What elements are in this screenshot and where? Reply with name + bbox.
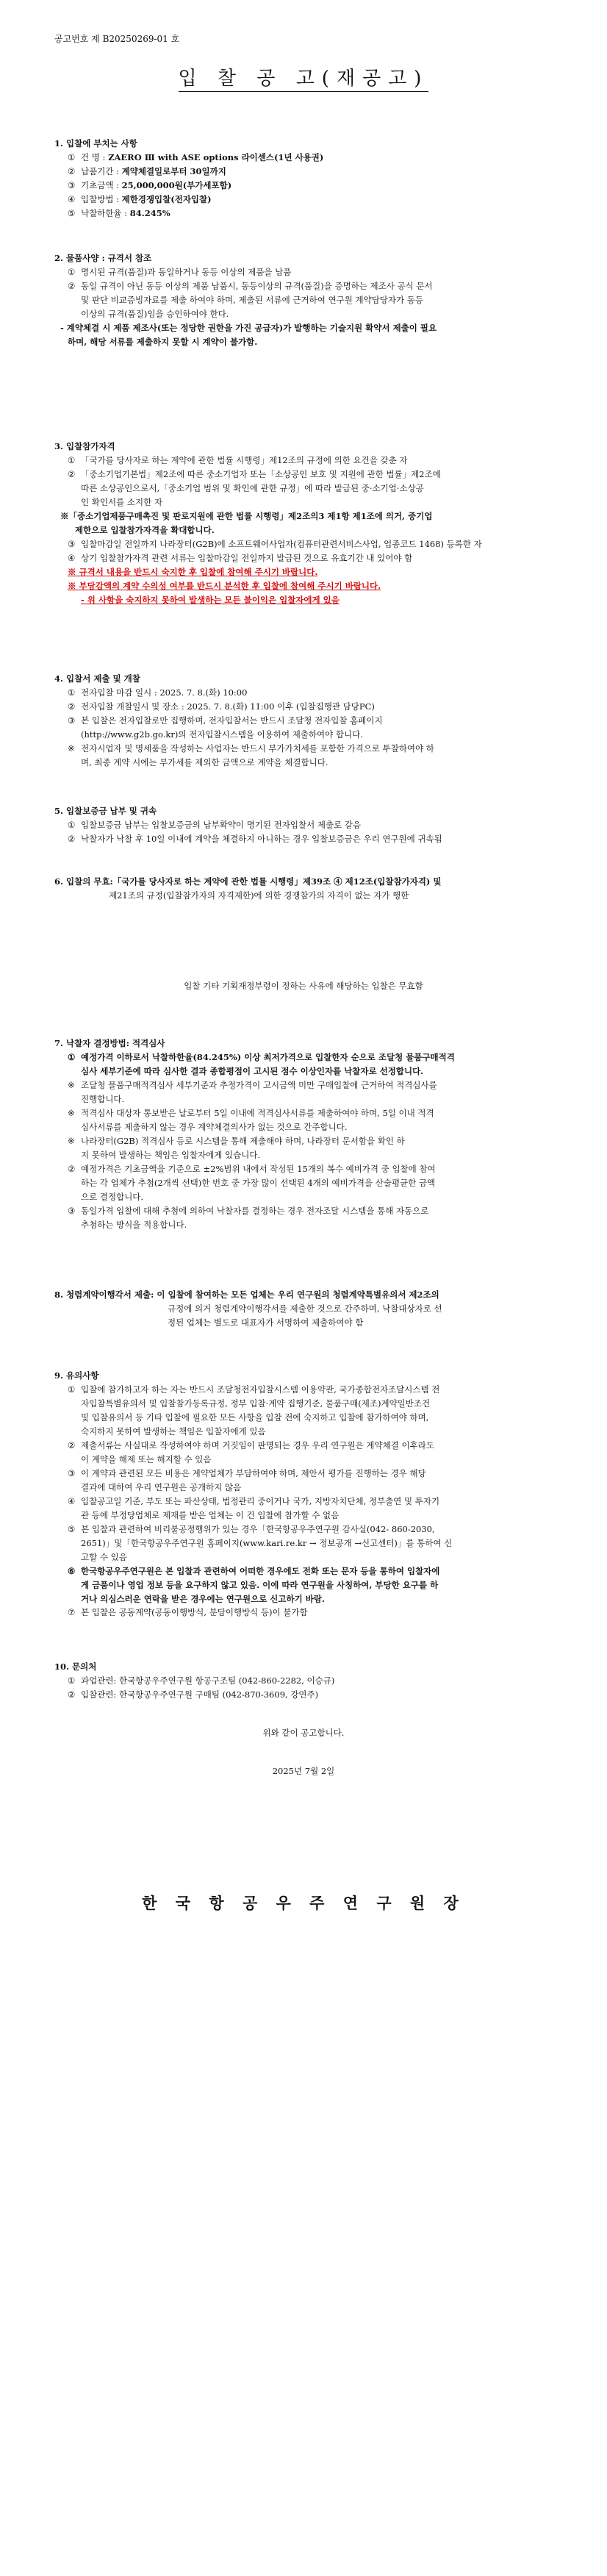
- item-value: 25,000,000원(부가세포함): [121, 179, 232, 190]
- list-item: [54, 495, 569, 509]
- item-text: 따른 소상공인으로서,「중소기업 범위 및 확인에 관한 규정」에 따라 발급된 중·소기업·소상공: [81, 482, 424, 493]
- list-item: [54, 165, 569, 179]
- item-text: 진행합니다.: [81, 1093, 125, 1104]
- item-marker: ③: [68, 538, 76, 549]
- item-text: 입찰마감일 전일까지 나라장터(G2B)에 소프트웨어사업자(컴퓨터관련서비스사업, 업종코드 1468) 등록한 자: [81, 538, 482, 549]
- precautions-list: [54, 1383, 569, 1620]
- item-marker: ②: [68, 701, 76, 712]
- section-heading: 10. 문의처: [54, 1661, 97, 1672]
- item-marker: ③: [68, 1467, 76, 1478]
- item-text: 과업관련: 한국항공우주연구원 항공구조팀 (042-860-2282, 이승규): [81, 1675, 335, 1686]
- eligibility-note: ※「중소기업제품구매촉진 및 판로지원에 관한 법률 시행령」제2조의3 제1항 제1조에 의거, 중기업: [60, 510, 433, 521]
- title-text: 입 찰 공 고(재공고): [179, 68, 429, 92]
- list-item: [54, 1397, 569, 1411]
- item-text: 고할 수 있음: [81, 1551, 127, 1562]
- item-text: 추첨하는 방식을 적용합니다.: [81, 1219, 187, 1230]
- list-item: [54, 1204, 569, 1218]
- item-text: 이상의 규격(품질)임을 승인하여야 한다.: [81, 308, 229, 319]
- list-item: [54, 1148, 569, 1162]
- item-marker: ②: [68, 468, 76, 479]
- section-heading: 3. 입찰참가자격: [54, 441, 115, 451]
- item-text: 한국항공우주연구원은 본 입찰과 관련하여 어떠한 경우에도 전화 또는 문자 등을 통하여 입찰자에: [81, 1565, 440, 1576]
- item-text: 명시된 규격(품질)과 동일하거나 동등 이상의 제품을 납품: [81, 266, 292, 277]
- item-text: 동일 규격이 아닌 동등 이상의 제품 납품시, 동등이상의 규격(품질)을 증명하는 제조사 공식 문서: [81, 280, 433, 291]
- item-marker: ①: [68, 687, 76, 698]
- notice-number: 공고번호 제 B20250269-01 호: [54, 34, 180, 44]
- item-marker: ※: [68, 1079, 75, 1090]
- list-item: [54, 1495, 569, 1509]
- item-marker: ※: [68, 1107, 75, 1118]
- list-item: [54, 1592, 569, 1606]
- warning-text: ※ 부당감액의 계약 수의성 여부를 반드시 분석한 후 입찰에 참여해 주시기 바랍니다.: [68, 580, 381, 591]
- warning-text: ※ 규격서 내용을 반드시 숙지한 후 입찰에 참여해 주시기 바랍니다.: [68, 566, 318, 577]
- item-text: 예정가격은 기초금액을 기준으로 ±2%범위 내에서 작성된 15개의 복수 예비가격 중 입찰에 참여: [81, 1163, 436, 1174]
- list-item: [54, 818, 569, 832]
- section-eligibility: [54, 440, 569, 607]
- list-item: [54, 468, 569, 482]
- list-item: [54, 1536, 569, 1550]
- item-marker: ③: [68, 179, 76, 190]
- award-method-list: [54, 1051, 569, 1232]
- item-text: 숙지하지 못하여 발생하는 책임은 입찰자에게 있음: [81, 1425, 266, 1437]
- list-item: [54, 756, 569, 770]
- list-item: [54, 700, 569, 714]
- section-heading: 9. 유의사항: [54, 1370, 99, 1381]
- list-item: [54, 1481, 569, 1495]
- list-item: [54, 482, 569, 495]
- item-label: 기초금액 :: [81, 179, 122, 190]
- list-item: [54, 1439, 569, 1453]
- item-marker: ※: [68, 743, 75, 754]
- eligibility-list: [54, 454, 569, 509]
- contacts-list: [54, 1674, 569, 1702]
- item-marker: ②: [68, 1439, 76, 1450]
- section-submission: [54, 672, 569, 770]
- item-text: 낙찰자가 낙찰 후 10일 이내에 계약을 체결하지 아니하는 경우 입찰보증금은 우리 연구원에 귀속됨: [81, 833, 442, 844]
- item-value: 84.245%: [129, 207, 170, 218]
- item-marker: ②: [68, 1689, 76, 1700]
- page-title: [0, 63, 607, 95]
- item-text: 전자입찰 마감 일시 : 2025. 7. 8.(화) 10:00: [81, 687, 248, 698]
- item-value: 제한경쟁입찰(전자입찰): [121, 193, 212, 204]
- bid-items-list: [54, 151, 569, 221]
- item-text: 상기 입찰참가자격 관련 서류는 입찰마감일 전일까지 발급된 것으로 유효기간 내 있어야 함: [81, 552, 413, 563]
- section-heading: 5. 입찰보증금 납부 및 귀속: [54, 806, 157, 816]
- list-item: [54, 1092, 569, 1106]
- list-item: [54, 1383, 569, 1397]
- item-text: 나라장터(G2B) 적격심사 등로 시스템을 통해 제출해야 하며, 나라장터 문서함을 확인 하: [81, 1135, 405, 1146]
- list-item: [54, 193, 569, 207]
- item-label: 입찰방법 :: [81, 193, 122, 204]
- item-value: 계약체결일로부터 30일까지: [121, 165, 226, 176]
- item-text: 심사 세부기준에 따라 심사한 결과 종합평점이 고시된 점수 이상인자를 낙찰자로 선정합니다.: [81, 1065, 424, 1076]
- list-item: [54, 832, 569, 846]
- list-item: [54, 1425, 569, 1439]
- closing-text: 위와 같이 공고합니다.: [262, 1728, 345, 1738]
- item-marker: ①: [68, 1675, 76, 1686]
- list-item: [54, 1453, 569, 1467]
- issuer-name: 한 국 항 공 우 주 연 구 원 장: [142, 1894, 465, 1912]
- item-marker: ⑥: [68, 1565, 76, 1576]
- list-item: [54, 1606, 569, 1620]
- list-item: [54, 1688, 569, 1702]
- section-heading: 4. 입찰서 제출 및 개찰: [54, 673, 140, 684]
- invalid-line: 제21조의 규정(입찰참가자의 자격제한)에 의한 경쟁참가의 자격이 없는 자가 행한: [109, 890, 409, 901]
- specs-list: [54, 265, 569, 321]
- section-precautions: [54, 1369, 569, 1620]
- item-text: 이 계약과 관련된 모든 비용은 계약업체가 부담하여야 하며, 제안서 평가를 진행하는 경우 해당: [81, 1467, 426, 1478]
- specs-note: - 계약체결 시 제품 제조사(또는 정당한 권한을 가진 공급자)가 발행하는 기술지원 확약서 제출이 필요: [60, 322, 437, 333]
- notice-date: 2025년 7월 2일: [272, 1766, 335, 1776]
- item-text: (http://www.g2b.go.kr)의 전자입찰시스템을 이용하여 제출하여야 합니다.: [81, 729, 363, 740]
- item-text: 본 입찰은 공동계약(공동이행방식, 분담이행방식 등)이 불가함: [81, 1607, 308, 1618]
- list-item: [54, 1176, 569, 1190]
- list-item: [54, 1051, 569, 1065]
- list-item: [54, 151, 569, 165]
- item-text: 입찰공고일 기준, 부도 또는 파산상태, 법정관리 중이거나 국가, 지방자치단체, 정부출연 및 투자기: [81, 1495, 440, 1506]
- item-text: 결과에 대하여 우리 연구원은 공개하지 않음: [81, 1481, 242, 1492]
- item-marker: ②: [68, 280, 76, 291]
- section-contacts: [54, 1660, 569, 1702]
- invalid-line: 입찰 기타 기획재정부령이 정하는 사유에 해당하는 입찰은 무효함: [184, 981, 423, 991]
- warning-text: - 위 사항을 숙지하지 못하여 발생하는 모든 불이익은 입찰자에게 있음: [81, 594, 340, 605]
- item-marker: ①: [68, 266, 76, 277]
- item-text: 및 판단 비교증빙자료를 제출 하여야 하며, 제출된 서류에 근거하여 연구원 계약담당자가 동등: [81, 294, 424, 305]
- item-text: 심사서류를 제출하지 않는 경우 계약체결의사가 없는 것으로 간주합니다.: [81, 1121, 348, 1132]
- eligibility-note: 제한으로 입찰참가자격을 확대합니다.: [75, 524, 215, 535]
- item-text: 조달청 물품구매적격심사 세부기준과 추정가격이 고시금액 미만 구매입찰에 근거하여 적격심사를: [81, 1079, 437, 1090]
- item-marker: ④: [68, 193, 76, 204]
- list-item: [54, 1190, 569, 1204]
- item-marker: ④: [68, 1495, 76, 1506]
- item-text: 「국가를 당사자로 하는 계약에 관한 법률 시행령」제12조의 규정에 의한 요건을 갖춘 자: [81, 454, 408, 465]
- list-item: [54, 1509, 569, 1523]
- item-text: 및 입찰유의서 등 기타 입찰에 필요한 모든 사항을 입찰 전에 숙지하고 입찰에 참가하여야 하며,: [81, 1412, 429, 1423]
- list-item: [54, 1120, 569, 1134]
- item-text: 며, 최종 계약 시에는 부가세를 제외한 금액으로 계약을 체결합니다.: [81, 756, 328, 768]
- item-text: 거나 의심스러운 연락을 받은 경우에는 연구원으로 신고하기 바람.: [81, 1593, 325, 1604]
- item-marker: ①: [68, 819, 76, 830]
- list-item: [54, 1106, 569, 1120]
- list-item: [54, 279, 569, 293]
- item-text: 2651)」및「한국항공우주연구원 홈페이지(www.kari.re.kr → 정보공개 →신고센터)」를 통하여 신: [81, 1537, 453, 1548]
- list-item: [54, 742, 569, 756]
- section-invalid: [54, 875, 569, 903]
- list-item: [54, 1578, 569, 1592]
- list-item: [54, 537, 569, 551]
- item-label: 건 명 :: [81, 151, 109, 162]
- item-label: 낙찰하한율 :: [81, 207, 130, 218]
- item-marker: ④: [68, 552, 76, 563]
- item-text: 「중소기업기본법」제2조에 따른 중소기업자 또는「소상공인 보호 및 지원에 관한 법률」제2조에: [81, 468, 441, 479]
- item-marker: ③: [68, 715, 76, 726]
- item-text: 전자입찰 개찰일시 및 장소 : 2025. 7. 8.(화) 11:00 이후 (입찰집행관 담당PC): [81, 701, 375, 712]
- list-item: [54, 454, 569, 468]
- item-marker: ②: [68, 1163, 76, 1174]
- item-marker: ②: [68, 833, 76, 844]
- section-integrity: [54, 1288, 569, 1330]
- list-item: [54, 1467, 569, 1481]
- submission-list: [54, 686, 569, 770]
- item-text: 입찰관련: 한국항공우주연구원 구매팀 (042-870-3609, 강연주): [81, 1689, 319, 1700]
- item-marker: ※: [68, 1135, 75, 1146]
- item-value: ZAERO Ⅲ with ASE options 라이센스(1년 사용권): [108, 151, 324, 162]
- item-marker: ①: [68, 1051, 76, 1062]
- list-item: [54, 1218, 569, 1232]
- list-item: [54, 686, 569, 700]
- item-text: 예정가격 이하로서 낙찰하한율(84.245%) 이상 최저가격으로 입찰한자 순으로 조달청 물품구매적격: [81, 1051, 455, 1062]
- item-text: 적격심사 대상자 통보받은 날로부터 5일 이내에 적격심사서류를 제출하여야 하며, 5일 이내 적격: [81, 1107, 434, 1118]
- list-item: [54, 1523, 569, 1536]
- item-text: 지 못하여 발생하는 책임은 입찰자에게 있습니다.: [81, 1149, 261, 1160]
- list-item: [54, 728, 569, 742]
- item-marker: ③: [68, 1205, 76, 1216]
- deposit-list: [54, 818, 569, 846]
- integrity-line: 규정에 의거 청렴계약이행각서를 제출한 것으로 간주하며, 낙찰대상자로 선: [168, 1303, 442, 1314]
- item-marker: ⑤: [68, 1523, 76, 1534]
- list-item: [54, 293, 569, 307]
- section-award-method: [54, 1037, 569, 1232]
- item-marker: ⑤: [68, 207, 76, 218]
- invalid-line: 6. 입찰의 무효:「국가를 당사자로 하는 계약에 관한 법률 시행령」제39조 ④ 제12조(입찰참가자격) 및: [54, 876, 442, 887]
- list-item: [54, 179, 569, 193]
- section-heading: 2. 물품사양 : 규격서 참조: [54, 253, 152, 263]
- list-item: [54, 1674, 569, 1688]
- item-text: 게 금품이나 영업 정보 등을 요구하지 않고 있음. 이에 따라 연구원을 사칭하여, 부당한 요구를 하: [81, 1579, 439, 1590]
- integrity-line: 8. 청렴계약이행각서 제출: 이 입찰에 참여하는 모든 업체는 우리 연구원의 청렴계약특별유의서 제2조의: [54, 1289, 439, 1300]
- item-text: 인 확인서를 소지한 자: [81, 496, 162, 507]
- section-specs: [54, 251, 569, 349]
- list-item: [54, 1078, 569, 1092]
- item-marker: ①: [68, 454, 76, 465]
- item-text: 동일가격 입찰에 대해 추첨에 의하여 낙찰자를 결정하는 경우 전자조달 시스템을 통해 자동으로: [81, 1205, 429, 1216]
- item-text: 전자시업자 및 명세품을 작성하는 사업자는 반드시 부가가치세를 포함한 가격으로 투찰하여야 하: [81, 743, 434, 754]
- list-item: [54, 1564, 569, 1578]
- list-item: [54, 1134, 569, 1148]
- list-item: [54, 265, 569, 279]
- item-text: 본 입찰과 관련하여 비리불공정행위가 있는 경우「한국항공우주연구원 감사실(042- 860-2030,: [81, 1523, 435, 1534]
- section-heading: 1. 입찰에 부치는 사항: [54, 138, 137, 149]
- item-marker: ②: [68, 165, 76, 176]
- item-text: 으로 결정합니다.: [81, 1191, 144, 1202]
- item-text: 관 등에 부정당업체로 제재를 받은 업체는 이 건 입찰에 참가할 수 없음: [81, 1509, 340, 1520]
- item-text: 입찰에 참가하고자 하는 자는 반드시 조달청전자입찰시스템 이용약관, 국가종합전자조달시스템 전: [81, 1384, 440, 1395]
- list-item: [54, 551, 569, 565]
- integrity-line: 정된 업체는 별도로 대표자가 서명하여 제출하여야 함: [168, 1317, 364, 1328]
- list-item: [54, 1065, 569, 1078]
- list-item: [54, 714, 569, 728]
- item-label: 납품기간 :: [81, 165, 122, 176]
- list-item: [54, 1162, 569, 1176]
- list-item: [54, 207, 569, 221]
- item-text: 이 계약을 해제 또는 해지할 수 있음: [81, 1453, 212, 1464]
- section-bid-items: [54, 137, 569, 221]
- list-item: [54, 1550, 569, 1564]
- section-deposit: [54, 804, 569, 846]
- item-text: 입찰보증금 납부는 입찰보증금의 납부확약이 명기된 전자입찰서 제출로 갈음: [81, 819, 362, 830]
- item-marker: ①: [68, 1384, 76, 1395]
- item-text: 자입찰특별유의서 및 입찰참가등록규정, 정부 입찰·계약 집행기준, 물품구매(제조)계약일반조건: [81, 1398, 431, 1409]
- item-text: 본 입찰은 전자입찰로만 집행하며, 전자입찰서는 반드시 조달청 전자입찰 홈페이지: [81, 715, 383, 726]
- section-heading: 7. 낙찰자 결정방법: 적격심사: [54, 1038, 165, 1048]
- item-text: 하는 각 업체가 추첨(2개씩 선택)한 번호 중 가장 많이 선택된 4개의 예비가격을 산술평균한 금액: [81, 1177, 436, 1188]
- list-item: [54, 307, 569, 321]
- specs-note: 하며, 해당 서류를 제출하지 못할 시 계약이 불가함.: [68, 336, 258, 347]
- item-marker: ①: [68, 151, 76, 162]
- list-item: [54, 1411, 569, 1425]
- item-text: 제출서류는 사실대로 작성하여야 하며 거짓임이 판명되는 경우 우리 연구원은 계약체결 이후라도: [81, 1439, 434, 1450]
- item-marker: ⑦: [68, 1607, 76, 1618]
- eligibility-list-2: [54, 537, 569, 565]
